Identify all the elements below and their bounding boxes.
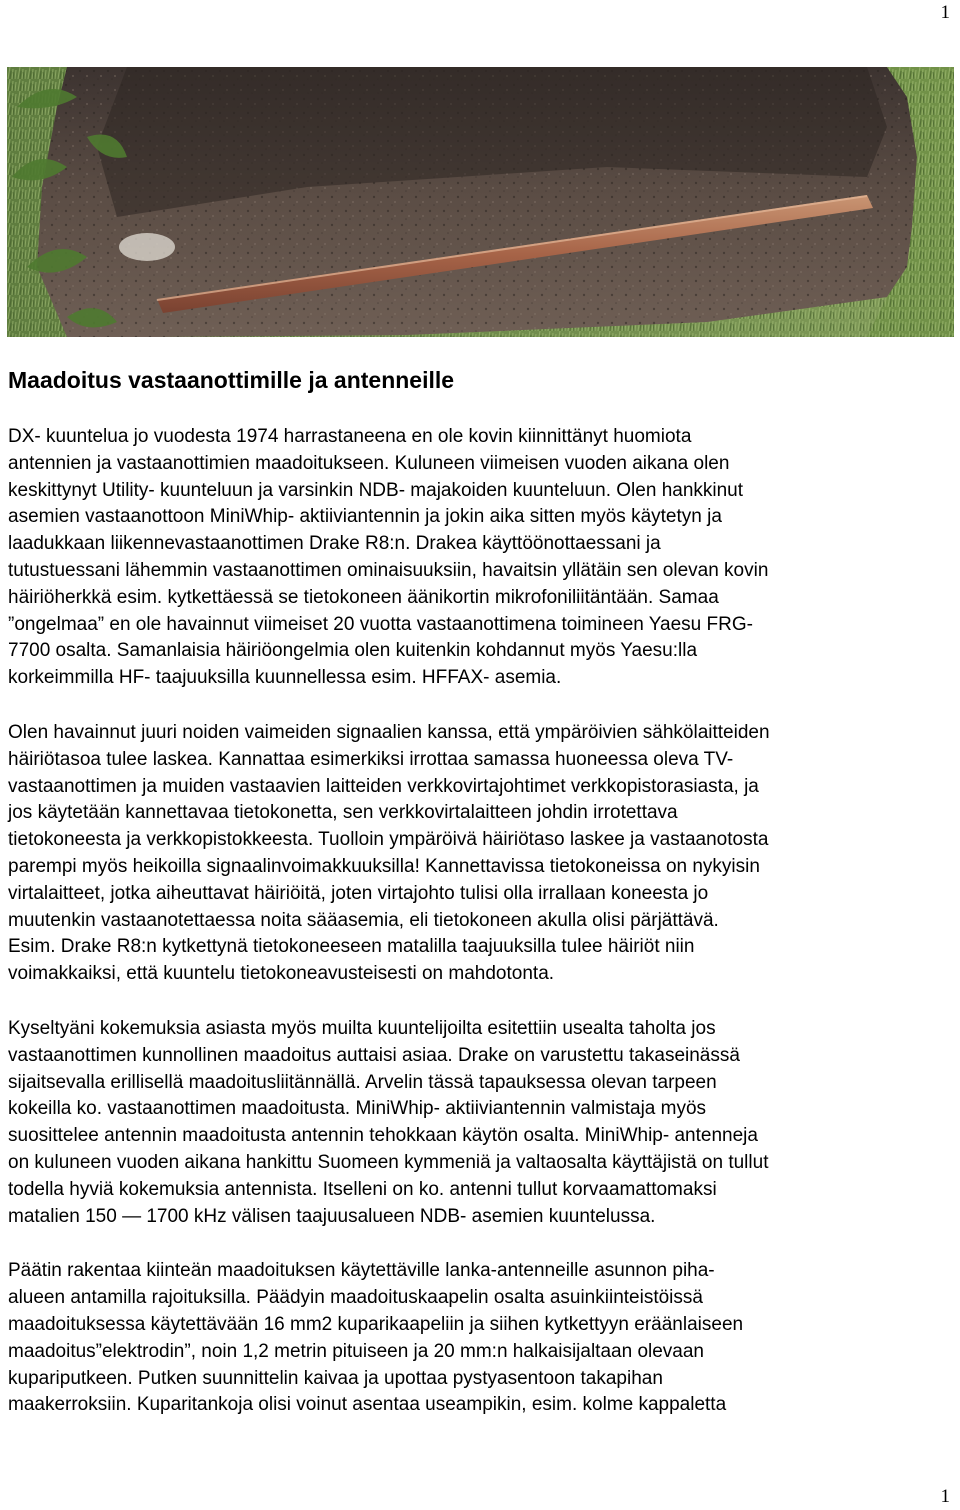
photo-illustration <box>7 67 954 337</box>
paragraph-4: Päätin rakentaa kiinteän maadoituksen käytettäville lanka-antenneille asunnon piha- alueen antamilla rajoituksilla. Päädyin maadoituskaapelin osalta asuinkiinteistöissä maadoituksessa käytettävään 16 mm2 kuparikaapeliin ja siihen kytkettyyn eräänlaiseen maadoitus”elektrodin”, noin 1,2 metrin pituiseen ja 20 mm:n halkaisijaltaan olevaan kupariputkeen. Putken suunnittelin kaivaa ja upottaa pystyasentoon takapihan maakerroksiin. Kuparitankoja olisi voinut asentaa useampikin, esim. kolme kappaletta <box>8 1260 744 1416</box>
paragraph-2: Olen havainnut juuri noiden vaimeiden signaalien kanssa, että ympäröivien sähkölaitteiden häiriötasoa tulee laskea. Kannattaa esimerkiksi irrottaa samassa huoneessa oleva TV- vastaanottimen ja muiden vastaavien laitteiden verkkovirtajohtimet verkkopistorasiasta, ja jos käytetään kannettavaa tietokonetta, sen verkkovirtalaitteen johdin irrotettava tietokoneesta ja verkkopistokkeesta. Tuolloin ympäröivä häiriötaso laskee ja vastaanotosta parempi myös heikoilla signaalinvoimakkuuksilla! Kannettavissa tietokoneissa on nykyisin virtalaitteet, jotka aiheuttavat häiriöitä, joten virtajohto tulisi olla irrallaan koneesta jo muutenkin vastaanotettaessa noita sääasemia, eli tietokoneen akulla olisi pärjättävä. Esim. Drake R8:n kytkettynä tietokoneeseen matalilla taajuuksilla tulee häiriöt niin voimakkaiksi, että kuuntelu tietokoneavusteisesti on mahdotonta. <box>8 721 770 985</box>
trench-copper-pipe-photo <box>7 67 954 337</box>
paragraph-1: DX- kuuntelua jo vuodesta 1974 harrastaneena en ole kovin kiinnittänyt huomiota antennien ja vastaanottimien maadoitukseen. Kuluneen viimeisen vuoden aikana olen keskittynyt Utility- kuunteluun ja varsinkin NDB- majakoiden kuunteluun. Olen hankkinut asemien vastaanottoon MiniWhip- aktiiviantennin ja jokin aika sitten myös käytetyn ja laadukkaan liikennevastaanottimen Drake R8:n. Drakea käyttöönottaessani ja tutustuessani lähemmin vastaanottimen ominaisuuksiin, havaitsin yllätäin sen olevan kovin häiriöherkkä esim. kytkettäessä se tietokoneen äänikortin mikrofoniliitäntään. Samaa ”ongelmaa” en ole havainnut viimeiset 20 vuotta vastaanottimena toimineen Yaesu FRG- 7700 osalta. Samanlaisia häiriöongelmia olen kuitenkin kohdannut myös Yaesu:lla korkeimmilla HF- taajuuksilla kuunnellessa esim. HFFAX- asemia. <box>8 426 769 689</box>
article-body <box>8 424 958 1447</box>
paragraph-3: Kyseltyäni kokemuksia asiasta myös muilta kuuntelijoilta esitettiin usealta taholta jos vastaanottimen kunnollinen maadoitus auttaisi asiaa. Drake on varustettu takaseinässä sijaitsevalla erillisellä maadoitusliitännällä. Arvelin tässä tapauksessa olevan tarpeen kokeilla ko. vastaanottimen maadoitusta. MiniWhip- aktiiviantennin valmistaja myös suosittelee antennin maadoitusta antennin tehokkaan käytön osalta. MiniWhip- antenneja on kuluneen vuoden aikana hankittu Suomeen kymmeniä ja valtaosalta käyttäjistä on tullut todella hyviä kokemuksia antennista. Itselleni on ko. antenni tullut korvaamattomaksi matalien 150 — 1700 kHz välisen taajuusalueen NDB- asemien kuuntelussa. <box>8 1017 769 1227</box>
page-number-bottom: 1 <box>940 1486 950 1507</box>
page-title: Maadoitus vastaanottimille ja antenneille <box>8 367 455 393</box>
page-number-top: 1 <box>940 2 950 23</box>
